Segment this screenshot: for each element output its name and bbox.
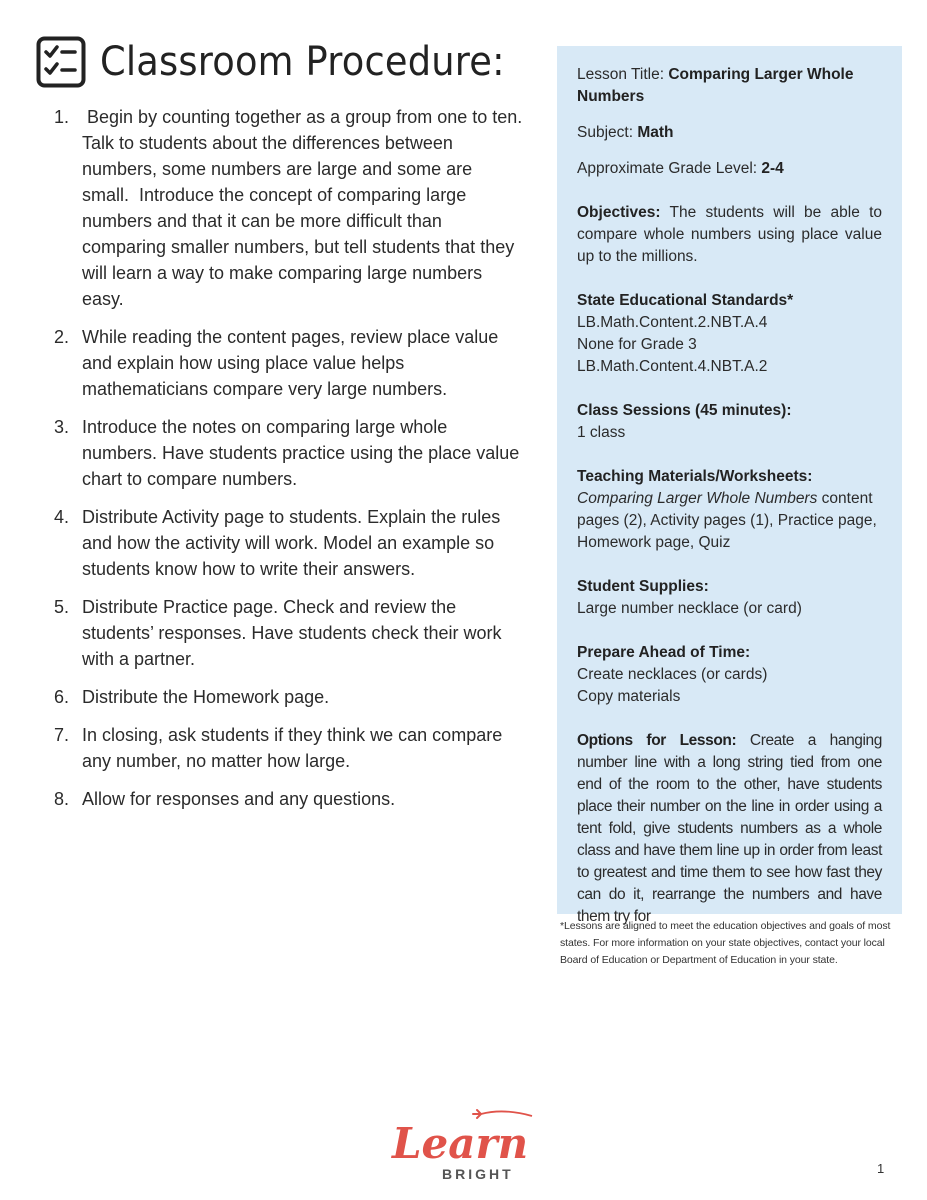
step-number: 2. xyxy=(54,327,70,347)
sessions-label: Class Sessions (45 minutes): xyxy=(577,402,792,419)
logo-word: Learn xyxy=(392,1119,529,1168)
objectives-label: Objectives: xyxy=(577,204,661,221)
materials-label: Teaching Materials/Worksheets: xyxy=(577,468,813,485)
checklist-icon xyxy=(36,36,86,88)
step-text: Allow for responses and any questions. xyxy=(82,789,396,809)
grade-level xyxy=(577,158,882,180)
step-text: While reading the content pages, review place value and explain how using place value helps mathematicians compare very large numbers. xyxy=(82,327,499,399)
step-number: 6. xyxy=(54,687,70,707)
options-text: Create a hanging number line with a long string tied from one end of the room to the other, have students place their number on the line in order using a tent fold, give students numbers as a whole class and have them line up in order from least to greatest and time them to see how fast they can do it, rearrange the numbers and have them try for xyxy=(577,732,882,925)
standards-label: State Educational Standards* xyxy=(577,292,794,309)
lesson-title xyxy=(577,64,882,108)
step-number: 4. xyxy=(54,507,70,527)
prepare-item: Create necklaces (or cards) xyxy=(577,666,768,683)
materials-title: Comparing Larger Whole Numbers xyxy=(577,490,818,507)
page-number: 1 xyxy=(877,1161,885,1176)
learn-bright-logo xyxy=(386,1104,542,1184)
step-text: Distribute the Homework page. xyxy=(82,687,330,707)
step-text: Begin by counting together as a group from one to ten. Talk to students about the differences between numbers, some numbers are large and some are small. Introduce the concept of comparing large numbers and that it can be more difficult than comparing smaller numbers, but tell students that they will learn a way to make comparing large numbers easy. xyxy=(82,107,527,309)
standards xyxy=(577,290,882,378)
logo-sub: BRIGHT xyxy=(442,1166,514,1182)
options-label: Options for Lesson: xyxy=(577,732,737,749)
list-item xyxy=(54,722,524,774)
prepare-label: Prepare Ahead of Time: xyxy=(577,644,751,661)
list-item xyxy=(54,684,524,710)
grade-label: Approximate Grade Level: xyxy=(577,160,762,177)
subject xyxy=(577,122,882,144)
page-title: Classroom Procedure: xyxy=(100,39,505,85)
prepare-ahead xyxy=(577,642,882,708)
lesson-title-label: Lesson Title: xyxy=(577,66,669,83)
list-item xyxy=(54,504,524,582)
step-text: Distribute Activity page to students. Explain the rules and how the activity will work. Model an example so students know how to write their answers. xyxy=(82,507,501,579)
standards-footnote: *Lessons are aligned to meet the education objectives and goals of most states. For more information on your state objectives, contact your local Board of Education or Department of Education in your state. xyxy=(560,920,891,966)
list-item xyxy=(54,594,524,672)
materials-text: content pages (2), Activity pages (1), Practice page, Homework page, Quiz xyxy=(577,490,877,551)
step-number: 3. xyxy=(54,417,70,437)
objectives xyxy=(577,202,882,268)
subject-value: Math xyxy=(637,124,674,141)
list-item xyxy=(54,414,524,492)
step-text: Distribute Practice page. Check and review the students’ responses. Have students check their work with a partner. xyxy=(82,597,502,669)
sessions-value: 1 class xyxy=(577,424,626,441)
prepare-item: Copy materials xyxy=(577,688,681,705)
supplies-label: Student Supplies: xyxy=(577,578,709,595)
objectives-text: The students will be able to compare whole numbers using place value up to the millions. xyxy=(577,204,882,265)
standard-item: None for Grade 3 xyxy=(577,336,697,353)
list-item xyxy=(54,104,527,312)
list-item xyxy=(54,786,524,812)
class-sessions xyxy=(577,400,882,444)
step-number: 7. xyxy=(54,725,70,745)
step-text: Introduce the notes on comparing large whole numbers. Have students practice using the place value chart to compare numbers. xyxy=(82,417,520,489)
lesson-options xyxy=(577,730,882,928)
subject-label: Subject: xyxy=(577,124,638,141)
procedure-list xyxy=(54,104,527,824)
page-header xyxy=(36,36,540,88)
list-item xyxy=(54,324,524,402)
teaching-materials xyxy=(577,466,882,554)
grade-value: 2-4 xyxy=(761,160,784,177)
lesson-title-value: Comparing Larger Whole Numbers xyxy=(577,66,854,105)
standard-item: LB.Math.Content.2.NBT.A.4 xyxy=(577,314,768,331)
step-number: 5. xyxy=(54,597,70,617)
supplies-value: Large number necklace (or card) xyxy=(577,600,802,617)
lesson-info-sidebar xyxy=(557,46,902,925)
standard-item: LB.Math.Content.4.NBT.A.2 xyxy=(577,358,768,375)
step-text: In closing, ask students if they think we can compare any number, no matter how large. xyxy=(82,725,503,771)
student-supplies xyxy=(577,576,882,620)
step-number: 1. xyxy=(54,107,70,127)
step-number: 8. xyxy=(54,789,70,809)
